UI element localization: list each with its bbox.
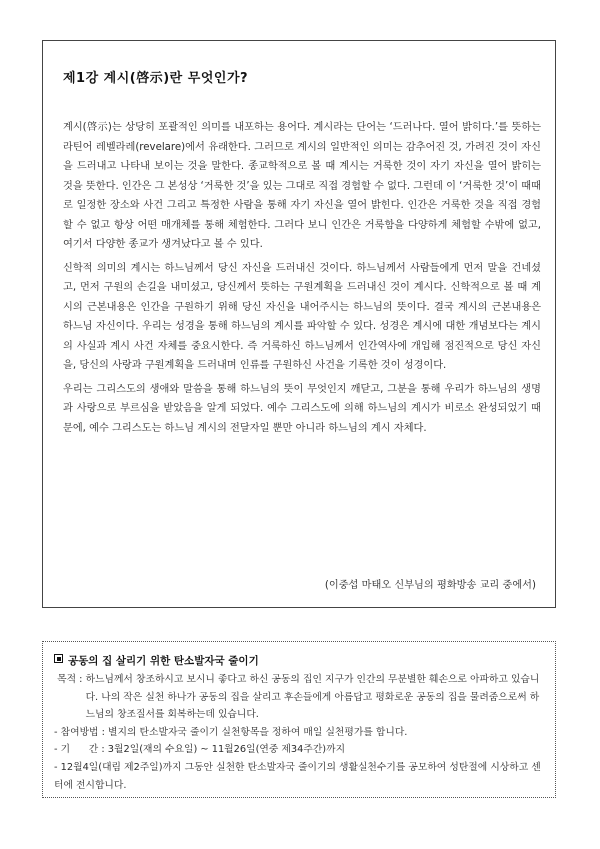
purpose-text: 하느님께서 창조하시고 보시니 좋다고 하신 공동의 집인 지구가 인간의 무분별한 훼손으로 아파하고 있습니다. 나의 작은 실천 하나가 공동의 집을 살리고 후손들에게 아름답고 평화로운 공동의 집을 물려줌으로써 하느님의 창조질서를 회복하는데 있습니다. bbox=[85, 674, 540, 721]
source-citation: (이중섭 마태오 신부님의 평화방송 교리 중에서) bbox=[324, 580, 536, 591]
lesson-body bbox=[63, 118, 541, 442]
method-text: 별지의 탄소발자국 줄이기 실천항목을 정하여 매일 실천평가를 합니다. bbox=[108, 726, 408, 738]
paragraph: 신학적 의미의 계시는 하느님께서 당신 자신을 드러내신 것이다. 하느님께서 사람들에게 먼저 말을 건네셨고, 먼저 구원의 손길을 내미셨고, 당신께서 뜻하는 구원계획을 드러내신 것이 계시다. 신학적으로 볼 때 계시의 근본내용은 인간을 구원하기 위해 당신 자신을 내어주시는 하느님의 뜻이다. 결국 계시의 근본내용은 하느님 자신이다. 우리는 성경을 통해 하느님의 계시를 파악할 수 있다. 성경은 계시에 대한 개념보다는 계시의 사실과 계시 사건 자체를 중요시한다. 즉 거룩하신 하느님께서 인간역사에 개입해 점진적으로 당신 자신을, 당신의 사랑과 구원계획을 드러내며 인류를 구원하신 사건을 기록한 것이 성경이다. bbox=[63, 262, 541, 371]
period-row bbox=[54, 741, 544, 759]
lesson-title: 제1강 계시(啓示)란 무엇인가? bbox=[63, 71, 249, 86]
method-label: - 참여방법 : bbox=[54, 726, 109, 738]
period-text: 3월2일(재의 수요일) ~ 11월26일(연중 제34주간)까지 bbox=[107, 744, 346, 756]
note-row bbox=[54, 759, 544, 794]
campaign-title bbox=[54, 653, 259, 668]
period-label: - 기 간 : bbox=[54, 744, 108, 756]
square-bullet-icon bbox=[54, 654, 63, 663]
paragraph: 계시(啓示)는 상당히 포괄적인 의미를 내포하는 용어다. 계시라는 단어는 ‘드러나다. 열어 밝히다.’를 뜻하는 라틴어 레벨라레(revelare)에서 유래한다. 그러므로 계시의 일반적인 의미는 감추어진 것, 가려진 것이 자신을 드러내고 나타내 보이는 것을 말한다. 종교학적으로 볼 때 계시는 거룩한 것이 자기 자신을 열어 밝히는 것을 뜻한다. 인간은 그 본성상 ‘거룩한 것’을 있는 그대로 직접 경험할 수 없다. 그런데 이 ‘거룩한 것’이 때때로 일정한 장소와 사건 그리고 특정한 사람을 통해 자기 자신을 열어 밝힌다. 인간은 거룩한 것을 직접 경험할 수 없고 항상 어떤 매개체를 통해 체험한다. 그러다 보니 인간은 거룩함을 다양하게 체험할 수밖에 없고, 여기서 다양한 종교가 생겨났다고 볼 수 있다. bbox=[63, 122, 541, 250]
paragraph: 우리는 그리스도의 생애와 말씀을 통해 하느님의 뜻이 무엇인지 깨닫고, 그분을 통해 우리가 하느님의 생명과 사랑으로 부르심을 받았음을 알게 되었다. 예수 그리스도에 의해 하느님의 계시가 비로소 완성되었기 때문에, 예수 그리스도는 하느님 계시의 전달자일 뿐만 아니라 하느님의 계시 자체다. bbox=[63, 383, 541, 434]
campaign-details bbox=[54, 671, 544, 794]
purpose-row bbox=[54, 671, 544, 724]
purpose-label: 목적 : bbox=[54, 674, 86, 685]
campaign-title-text: 공동의 집 살리기 위한 탄소발자국 줄이기 bbox=[68, 655, 259, 667]
method-row bbox=[54, 724, 544, 742]
note-text: - 12월4일(대림 제2주일)까지 그동안 실천한 탄소발자국 줄이기의 생활실천수기를 공모하여 성탄절에 시상하고 센터에 전시합니다. bbox=[54, 761, 541, 791]
